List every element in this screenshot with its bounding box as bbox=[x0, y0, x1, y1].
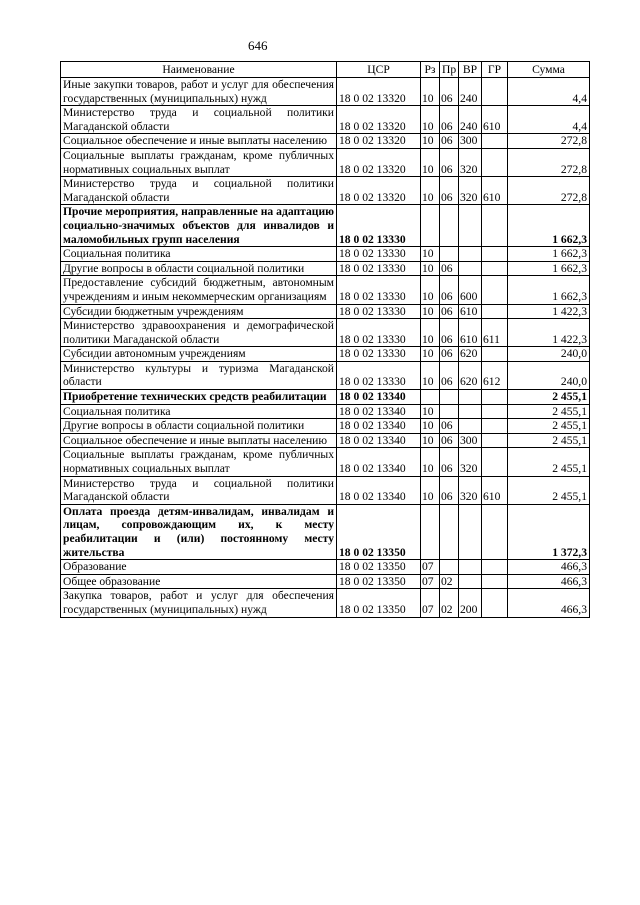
row-name: Иные закупки товаров, работ и услуг для обеспечения государственных (муниципальных) нужд bbox=[61, 78, 337, 106]
row-csr: 18 0 02 13320 bbox=[337, 134, 421, 149]
row-name: Другие вопросы в области социальной политики bbox=[61, 261, 337, 276]
row-pr: 06 bbox=[440, 304, 459, 319]
page-number: 646 bbox=[248, 38, 268, 53]
row-csr: 18 0 02 13320 bbox=[337, 148, 421, 176]
row-sum: 1 662,3 bbox=[508, 247, 590, 262]
row-gr: 610 bbox=[482, 106, 508, 134]
row-rz: 10 bbox=[421, 448, 440, 476]
table-header-row bbox=[61, 62, 590, 78]
row-vr bbox=[459, 404, 482, 419]
table-row bbox=[61, 304, 590, 319]
header-sum: Сумма bbox=[508, 62, 590, 78]
row-pr bbox=[440, 247, 459, 262]
row-pr bbox=[440, 205, 459, 247]
row-name: Министерство труда и социальной политики Магаданской области bbox=[61, 476, 337, 504]
row-rz: 10 bbox=[421, 319, 440, 347]
row-gr bbox=[482, 419, 508, 434]
table-row bbox=[61, 177, 590, 205]
row-pr: 06 bbox=[440, 448, 459, 476]
table-row bbox=[61, 261, 590, 276]
row-gr: 610 bbox=[482, 476, 508, 504]
table-row bbox=[61, 476, 590, 504]
row-sum: 240,0 bbox=[508, 361, 590, 389]
row-pr bbox=[440, 560, 459, 575]
table-row bbox=[61, 148, 590, 176]
row-sum: 2 455,1 bbox=[508, 390, 590, 405]
row-gr bbox=[482, 261, 508, 276]
row-name: Социальное обеспечение и иные выплаты населению bbox=[61, 433, 337, 448]
row-csr: 18 0 02 13340 bbox=[337, 433, 421, 448]
row-gr bbox=[482, 433, 508, 448]
row-vr bbox=[459, 205, 482, 247]
row-sum: 1 422,3 bbox=[508, 304, 590, 319]
row-csr: 18 0 02 13340 bbox=[337, 419, 421, 434]
row-rz: 07 bbox=[421, 574, 440, 589]
row-name: Приобретение технических средств реабилитации bbox=[61, 390, 337, 405]
row-rz: 10 bbox=[421, 304, 440, 319]
row-gr bbox=[482, 134, 508, 149]
table-row bbox=[61, 276, 590, 304]
row-name: Социальная политика bbox=[61, 247, 337, 262]
row-csr: 18 0 02 13340 bbox=[337, 476, 421, 504]
row-gr bbox=[482, 404, 508, 419]
row-vr: 320 bbox=[459, 177, 482, 205]
row-gr bbox=[482, 148, 508, 176]
row-gr bbox=[482, 504, 508, 559]
row-sum: 466,3 bbox=[508, 589, 590, 617]
row-csr: 18 0 02 13350 bbox=[337, 504, 421, 559]
row-vr: 320 bbox=[459, 448, 482, 476]
row-csr: 18 0 02 13330 bbox=[337, 205, 421, 247]
row-vr: 200 bbox=[459, 589, 482, 617]
row-csr: 18 0 02 13330 bbox=[337, 276, 421, 304]
row-sum: 2 455,1 bbox=[508, 448, 590, 476]
row-name: Социальная политика bbox=[61, 404, 337, 419]
row-gr bbox=[482, 347, 508, 362]
row-rz: 10 bbox=[421, 177, 440, 205]
row-vr bbox=[459, 574, 482, 589]
row-gr bbox=[482, 589, 508, 617]
row-vr: 240 bbox=[459, 106, 482, 134]
row-csr: 18 0 02 13320 bbox=[337, 78, 421, 106]
row-pr: 02 bbox=[440, 574, 459, 589]
row-name: Субсидии автономным учреждениям bbox=[61, 347, 337, 362]
table-row bbox=[61, 419, 590, 434]
table-row bbox=[61, 347, 590, 362]
row-vr bbox=[459, 419, 482, 434]
row-rz: 10 bbox=[421, 78, 440, 106]
row-gr bbox=[482, 276, 508, 304]
table-row bbox=[61, 504, 590, 559]
row-rz bbox=[421, 504, 440, 559]
table-row bbox=[61, 433, 590, 448]
row-vr: 300 bbox=[459, 134, 482, 149]
table-row bbox=[61, 361, 590, 389]
row-rz: 10 bbox=[421, 276, 440, 304]
budget-table bbox=[60, 61, 590, 618]
row-rz: 10 bbox=[421, 347, 440, 362]
row-pr: 06 bbox=[440, 177, 459, 205]
row-csr: 18 0 02 13330 bbox=[337, 347, 421, 362]
row-vr bbox=[459, 560, 482, 575]
row-pr: 06 bbox=[440, 261, 459, 276]
row-sum: 272,8 bbox=[508, 134, 590, 149]
table-row bbox=[61, 589, 590, 617]
row-name: Министерство культуры и туризма Магаданской области bbox=[61, 361, 337, 389]
row-csr: 18 0 02 13340 bbox=[337, 390, 421, 405]
row-sum: 1 422,3 bbox=[508, 319, 590, 347]
row-name: Образование bbox=[61, 560, 337, 575]
row-rz: 10 bbox=[421, 404, 440, 419]
table-row bbox=[61, 205, 590, 247]
row-pr: 06 bbox=[440, 78, 459, 106]
row-pr: 06 bbox=[440, 276, 459, 304]
row-csr: 18 0 02 13350 bbox=[337, 560, 421, 575]
row-vr bbox=[459, 261, 482, 276]
row-vr: 320 bbox=[459, 148, 482, 176]
row-gr bbox=[482, 448, 508, 476]
row-pr: 06 bbox=[440, 148, 459, 176]
table-row bbox=[61, 404, 590, 419]
header-name: Наименование bbox=[61, 62, 337, 78]
row-sum: 2 455,1 bbox=[508, 404, 590, 419]
row-gr bbox=[482, 574, 508, 589]
row-rz: 10 bbox=[421, 148, 440, 176]
row-sum: 1 662,3 bbox=[508, 276, 590, 304]
row-vr: 240 bbox=[459, 78, 482, 106]
row-rz: 10 bbox=[421, 134, 440, 149]
row-name: Социальные выплаты гражданам, кроме публичных нормативных социальных выплат bbox=[61, 448, 337, 476]
row-pr: 02 bbox=[440, 589, 459, 617]
row-vr: 620 bbox=[459, 347, 482, 362]
row-csr: 18 0 02 13330 bbox=[337, 304, 421, 319]
row-csr: 18 0 02 13350 bbox=[337, 589, 421, 617]
row-csr: 18 0 02 13330 bbox=[337, 261, 421, 276]
row-sum: 240,0 bbox=[508, 347, 590, 362]
row-gr bbox=[482, 247, 508, 262]
row-csr: 18 0 02 13340 bbox=[337, 404, 421, 419]
row-pr bbox=[440, 504, 459, 559]
row-sum: 1 662,3 bbox=[508, 261, 590, 276]
row-vr: 300 bbox=[459, 433, 482, 448]
row-pr: 06 bbox=[440, 347, 459, 362]
row-csr: 18 0 02 13320 bbox=[337, 106, 421, 134]
table-row bbox=[61, 390, 590, 405]
row-rz bbox=[421, 205, 440, 247]
row-sum: 272,8 bbox=[508, 148, 590, 176]
row-name: Закупка товаров, работ и услуг для обеспечения государственных (муниципальных) нужд bbox=[61, 589, 337, 617]
row-name: Министерство труда и социальной политики Магаданской области bbox=[61, 106, 337, 134]
row-rz: 10 bbox=[421, 247, 440, 262]
row-csr: 18 0 02 13350 bbox=[337, 574, 421, 589]
row-pr: 06 bbox=[440, 476, 459, 504]
row-name: Социальное обеспечение и иные выплаты населению bbox=[61, 134, 337, 149]
row-gr bbox=[482, 304, 508, 319]
row-pr bbox=[440, 390, 459, 405]
row-sum: 2 455,1 bbox=[508, 419, 590, 434]
row-name: Министерство труда и социальной политики Магаданской области bbox=[61, 177, 337, 205]
row-name: Социальные выплаты гражданам, кроме публичных нормативных социальных выплат bbox=[61, 148, 337, 176]
row-csr: 18 0 02 13330 bbox=[337, 319, 421, 347]
row-name: Другие вопросы в области социальной политики bbox=[61, 419, 337, 434]
row-pr: 06 bbox=[440, 134, 459, 149]
row-pr: 06 bbox=[440, 419, 459, 434]
row-name: Общее образование bbox=[61, 574, 337, 589]
row-rz: 10 bbox=[421, 433, 440, 448]
row-pr bbox=[440, 404, 459, 419]
row-rz: 10 bbox=[421, 419, 440, 434]
row-vr: 620 bbox=[459, 361, 482, 389]
table-row bbox=[61, 560, 590, 575]
row-rz: 10 bbox=[421, 476, 440, 504]
row-vr bbox=[459, 504, 482, 559]
row-sum: 466,3 bbox=[508, 574, 590, 589]
row-gr: 611 bbox=[482, 319, 508, 347]
row-csr: 18 0 02 13340 bbox=[337, 448, 421, 476]
table-row bbox=[61, 247, 590, 262]
header-pr: Пр bbox=[440, 62, 459, 78]
row-csr: 18 0 02 13330 bbox=[337, 247, 421, 262]
row-rz bbox=[421, 390, 440, 405]
header-vr: ВР bbox=[459, 62, 482, 78]
row-vr bbox=[459, 247, 482, 262]
row-sum: 272,8 bbox=[508, 177, 590, 205]
row-gr bbox=[482, 78, 508, 106]
row-name: Предоставление субсидий бюджетным, автономным учреждениям и иным некоммерческим организациям bbox=[61, 276, 337, 304]
row-gr: 610 bbox=[482, 177, 508, 205]
row-name: Субсидии бюджетным учреждениям bbox=[61, 304, 337, 319]
row-vr bbox=[459, 390, 482, 405]
row-sum: 1 372,3 bbox=[508, 504, 590, 559]
row-name: Оплата проезда детям-инвалидам, инвалидам и лицам, сопровождающим их, к месту реабилитации и (или) постоянному месту жительства bbox=[61, 504, 337, 559]
row-sum: 4,4 bbox=[508, 78, 590, 106]
row-pr: 06 bbox=[440, 433, 459, 448]
table-row bbox=[61, 448, 590, 476]
row-csr: 18 0 02 13320 bbox=[337, 177, 421, 205]
row-vr: 610 bbox=[459, 304, 482, 319]
row-sum: 466,3 bbox=[508, 560, 590, 575]
header-rz: Рз bbox=[421, 62, 440, 78]
row-rz: 07 bbox=[421, 589, 440, 617]
row-rz: 10 bbox=[421, 261, 440, 276]
table-row bbox=[61, 574, 590, 589]
row-sum: 4,4 bbox=[508, 106, 590, 134]
row-rz: 10 bbox=[421, 361, 440, 389]
row-gr: 612 bbox=[482, 361, 508, 389]
row-pr: 06 bbox=[440, 106, 459, 134]
row-vr: 610 bbox=[459, 319, 482, 347]
row-gr bbox=[482, 560, 508, 575]
row-vr: 600 bbox=[459, 276, 482, 304]
row-name: Министерство здравоохранения и демографической политики Магаданской области bbox=[61, 319, 337, 347]
table-row bbox=[61, 134, 590, 149]
table-row bbox=[61, 106, 590, 134]
row-rz: 10 bbox=[421, 106, 440, 134]
row-sum: 2 455,1 bbox=[508, 433, 590, 448]
row-vr: 320 bbox=[459, 476, 482, 504]
row-gr bbox=[482, 390, 508, 405]
row-sum: 2 455,1 bbox=[508, 476, 590, 504]
header-gr: ГР bbox=[482, 62, 508, 78]
table-row bbox=[61, 319, 590, 347]
row-gr bbox=[482, 205, 508, 247]
row-name: Прочие мероприятия, направленные на адаптацию социально-значимых объектов для инвалидов и маломобильных групп населения bbox=[61, 205, 337, 247]
table-row bbox=[61, 78, 590, 106]
header-csr: ЦСР bbox=[337, 62, 421, 78]
row-sum: 1 662,3 bbox=[508, 205, 590, 247]
row-rz: 07 bbox=[421, 560, 440, 575]
row-pr: 06 bbox=[440, 361, 459, 389]
row-csr: 18 0 02 13330 bbox=[337, 361, 421, 389]
row-pr: 06 bbox=[440, 319, 459, 347]
